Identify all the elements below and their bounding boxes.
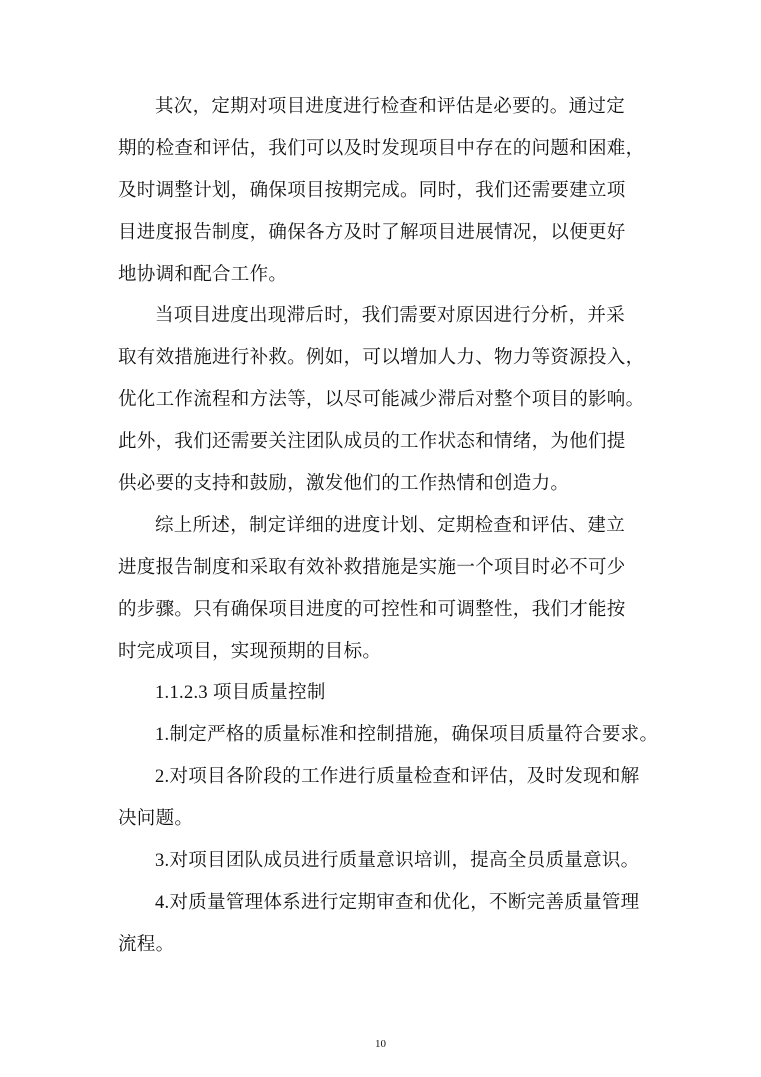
text-line: 当项目进度出现滞后时，我们需要对原因进行分析，并采 [155,306,626,327]
page-number: 10 [375,1038,386,1050]
paragraph [118,883,678,967]
text-line: 2.对项目各阶段的工作进行质量检查和评估，及时发现和解 [155,767,640,788]
paragraph [118,715,678,757]
text-line: 地协调和配合工作。 [118,264,288,285]
text-line: 供必要的支持和鼓励，激发他们的工作热情和创造力。 [118,474,570,495]
text-line: 综上所述，制定详细的进度计划、定期检查和评估、建立 [155,515,626,536]
text-line: 取有效措施进行补救。例如，可以增加人力、物力等资源投入， [118,348,645,369]
text-line: 流程。 [118,934,175,955]
text-line: 期的检查和评估，我们可以及时发现项目中存在的问题和困难， [118,138,645,159]
paragraph [118,841,678,883]
paragraph [118,673,678,715]
text-line: 时完成项目，实现预期的目标。 [118,641,382,662]
text-line: 优化工作流程和方法等，以尽可能减少滞后对整个项目的影响。 [118,390,645,411]
text-line: 此外，我们还需要关注团队成员的工作状态和情绪，为他们提 [118,432,626,453]
text-line: 3.对项目团队成员进行质量意识培训，提高全员质量意识。 [155,851,640,872]
text-line: 决问题。 [118,809,194,830]
text-line: 4.对质量管理体系进行定期审查和优化，不断完善质量管理 [155,892,640,913]
text-line: 其次，定期对项目进度进行检查和评估是必要的。通过定 [155,97,626,117]
document-body [118,87,678,967]
text-line: 及时调整计划，确保项目按期完成。同时，我们还需要建立项 [118,180,626,201]
text-line: 的步骤。只有确保项目进度的可控性和可调整性，我们才能按 [118,599,626,620]
paragraph [118,757,678,841]
text-line: 目进度报告制度，确保各方及时了解项目进展情况，以便更好 [118,222,626,243]
paragraph [118,87,678,296]
text-line: 1.1.2.3 项目质量控制 [155,683,326,704]
text-line: 进度报告制度和采取有效补救措施是实施一个项目时必不可少 [118,557,626,578]
paragraph [118,506,678,674]
text-line: 1.制定严格的质量标准和控制措施，确保项目质量符合要求。 [155,725,659,746]
paragraph [118,296,678,505]
